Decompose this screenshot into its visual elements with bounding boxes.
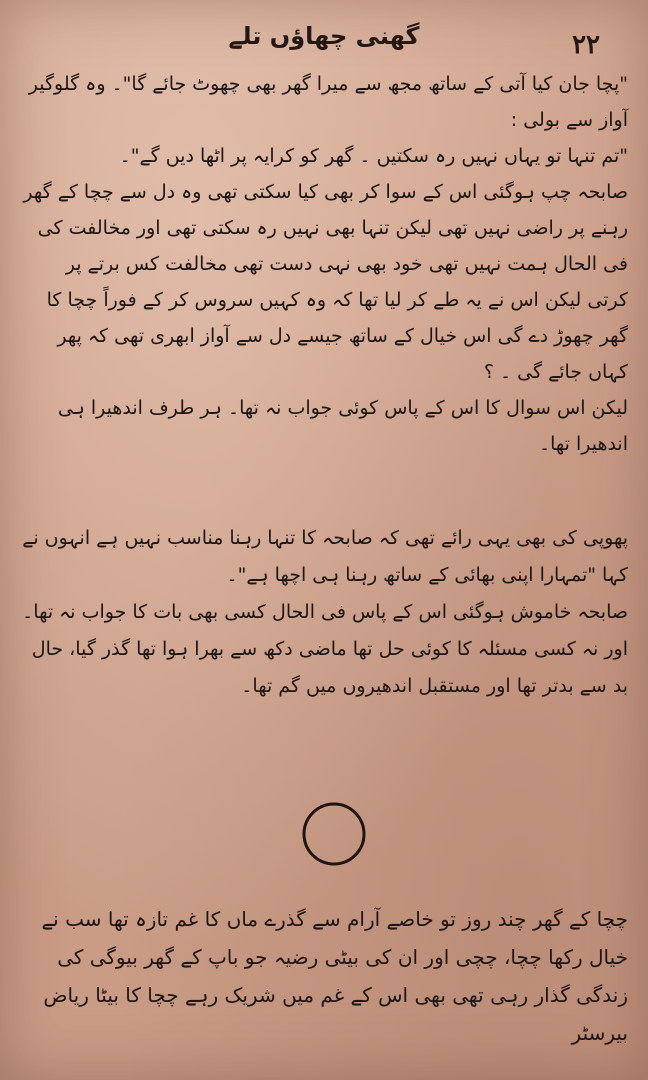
paragraph-narration-2: لیکن اس سوال کا اس کے پاس کوئی جواب نہ تھا۔ ہر طرف اندھیرا ہی اندھیرا تھا۔ xyxy=(57,397,628,455)
running-title: گھنی چھاؤں تلے xyxy=(228,22,420,50)
text-block-bottom xyxy=(20,900,628,1052)
text-block-middle xyxy=(20,520,628,705)
paragraph-narration-1: صابحہ چپ ہوگئی اس کے سوا کر بھی کیا سکتی تھی وہ دل سے چچا کے گھر رہنے پر راضی نہیں تھی لیکن تنہا بھی نہیں رہ سکتی تھی اور مخالفت کی فی الحال ہمت نہیں تھی خود بھی نہی دست تھی مخالفت کس برتے پر کرتی لیکن اس نے یہ طے کر لیا تھا کہ وہ کہیں سروس کر کے فوراً چچا کا گھر چھوڑ دے گی اس خیال کے ساتھ جیسے دل سے آواز ابھری تھی کہ پھر کہاں جائے گی ۔ ؟ xyxy=(23,181,628,383)
paragraph-dialogue-1: "پچا جان کیا آتی کے ساتھ مجھ سے میرا گھر بھی چھوٹ جائے گا"۔ وہ گلوگیر آواز سے بولی : xyxy=(28,73,628,131)
paragraph-narration-5: چچا کے گھر چند روز تو خاصے آرام سے گذرے ماں کا غم تازہ تھا سب نے خیال رکھا چچا، چچی اور ان کی بیٹی رضیہ جو باپ کے گھر بیوگی کی زندگی گذار رہی تھی بھی اس کے غم میں شریک رہے چچا کا بیٹا ریاض بیرسٹر xyxy=(41,907,628,1045)
text-block-top xyxy=(20,66,628,462)
paragraph-narration-3: پھوپی کی بھی یہی رائے تھی کہ صابحہ کا تنہا رہنا مناسب نہیں ہے انہوں نے کہا "تمہارا اپنی بھائی کے ساتھ رہنا ہی اچھا ہے"۔ xyxy=(22,527,628,586)
paragraph-dialogue-2: "تم تنہا تو یہاں نہیں رہ سکتیں ۔ گھر کو کرایہ پر اٹھا دیں گے"۔ xyxy=(119,145,628,167)
paragraph-narration-4: صابحہ خاموش ہوگئی اس کے پاس فی الحال کسی بھی بات کا جواب نہ تھا۔ اور نہ کسی مسئلہ کا کوئی حل تھا ماضی دکھ سے بھرا ہوا تھا گذر گیا، حال بد سے بدتر تھا اور مستقبل اندھیروں میں گم تھا۔ xyxy=(22,601,628,697)
section-break-circle-icon xyxy=(300,800,368,868)
page-number: ۲۲ xyxy=(572,30,600,60)
